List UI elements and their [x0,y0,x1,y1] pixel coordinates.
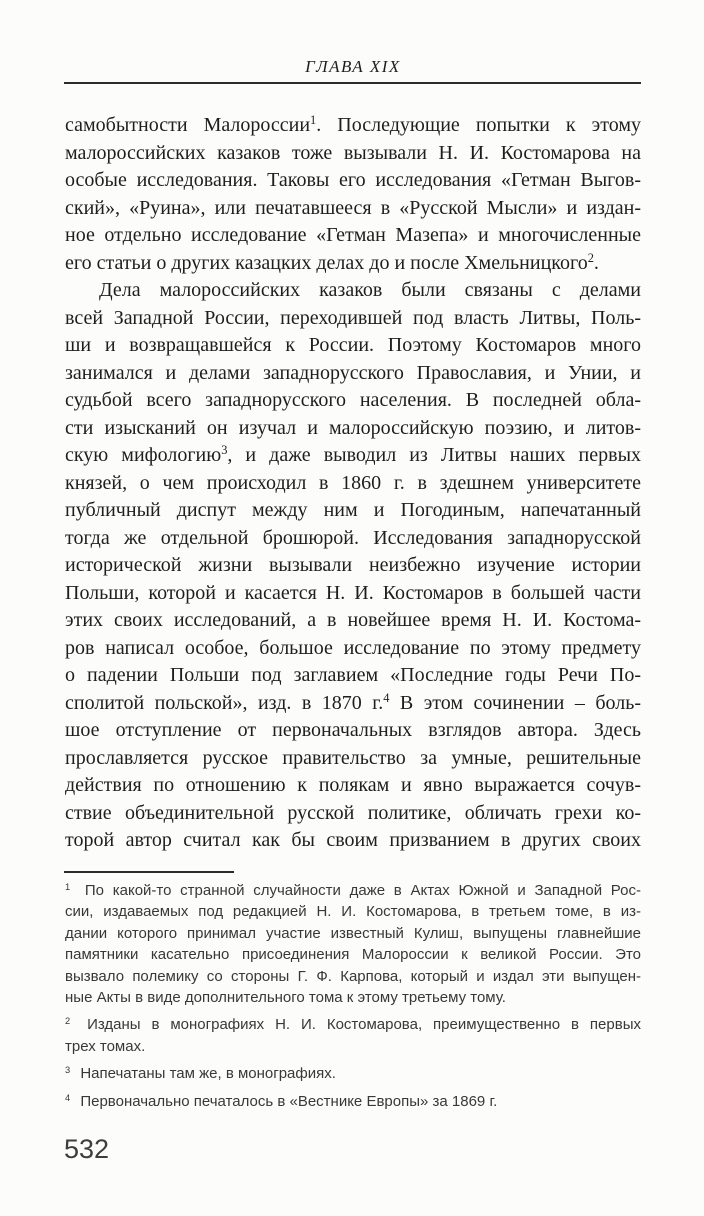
text-line: ши и возвращавшейся к России. Поэтому Костомаров много [65,334,641,356]
text-line: ные Акты в виде дополнительного тома к этому третьему тому. [65,989,506,1007]
text-line: о падении Польши под заглавием «Последние годы Речи По- [65,664,641,686]
text-line: скую мифологию$^3$, и даже выводил из Литвы наших первых [65,443,641,466]
header-rule [64,82,641,84]
text-line: действия по отношению к полякам и явно выражается сочув- [65,774,641,796]
text-line: дании которого принимал участие известный Кулиш, выпущены главнейшие [65,924,641,942]
text-line: прославляется русское правительство за умные, решительные [65,746,641,769]
main-text [65,112,641,855]
text-line: Дела малороссийских казаков были связаны с делами [99,279,641,301]
paragraph-1 [65,112,641,277]
text-line: сии, издаваемых под редакцией Н. И. Костомарова, в третьем томе, в из- [65,903,641,921]
text-line: шое отступление от первоначальных взглядов автора. Здесь [65,719,641,741]
text-line: малороссийских казаков тоже вызывали Н. И. Костомарова на [65,141,641,164]
footnote-2 [65,1014,641,1057]
text-line: торой автор считал как бы своим призванием в других своих [65,829,641,851]
text-line: $^2$ Изданы в монографиях Н. И. Костомарова, преимущественно в первых [65,1016,641,1034]
text-line: $^1$ По какой-то странной случайности даже в Актах Южной и Западной Рос- [65,881,641,899]
text-line: ное отдельно исследование «Гетман Мазепа» и многочисленные [65,224,641,246]
text-line: князей, о чем происходил в 1860 г. в здешнем университете [65,471,641,494]
text-line: судьбой всего западнорусского населения. В последней обла- [65,389,641,411]
text-line: сти изысканий он изучал и малороссийскую поэзию, и литов- [65,416,641,439]
paragraph-2 [65,277,641,855]
text-line: этих своих исследований, а в новейшее время Н. И. Костома- [65,609,641,631]
text-line: самобытности Малороссии$^1$. Последующие попытки к этому [65,113,641,136]
page-number: 532 [64,1134,110,1164]
text-line: занимался и делами западнорусского Православия, и Унии, и [65,361,641,384]
text-line: ров написал особое, большое исследование по этому предмету [65,636,641,659]
text-line: исторической жизни вызывали неизбежно изучение истории [65,554,641,576]
text-line: ствие объединительной русской политике, обличать грехи ко- [65,801,641,824]
text-line: публичный диспут между ним и Погодиным, напечатанный [65,499,641,521]
text-line: $^3$ Напечатаны там же, в монографиях. [65,1065,336,1083]
text-line: тогда же отдельной брошюрой. Исследования западнорусской [65,526,641,549]
footnote-3 [65,1063,641,1084]
footnote-4 [65,1091,641,1112]
footnote-1 [65,880,641,1008]
text-line: особые исследования. Таковы его исследования «Гетман Выгов- [65,169,641,191]
text-line: трех томах. [65,1037,146,1055]
text-line: ский», «Руина», или печатавшееся в «Русской Мысли» и издан- [65,196,641,219]
text-line: памятники касательно присоединения Малороссии к великой России. Это [65,946,641,964]
text-line: его статьи о других казацких делах до и после Хмельницкого$^2$. [65,250,599,274]
text-line: Польши, которой и касается Н. И. Костомаров в большей части [65,581,641,604]
footnote-separator [64,871,234,873]
text-line: $^4$ Первоначально печаталось в «Вестнике Европы» за 1869 г. [65,1092,498,1110]
text-line: всей Западной России, переходившей под власть Литвы, Поль- [65,306,641,329]
running-head: ГЛАВА XIX [305,57,401,76]
footnotes [65,880,641,1118]
text-line: вызвало полемику со стороны Г. Ф. Карпова, который и издал эти выпущен- [65,967,641,985]
text-line: сполитой польской», изд. в 1870 г.$^4$ В этом сочинении – боль- [65,690,641,714]
